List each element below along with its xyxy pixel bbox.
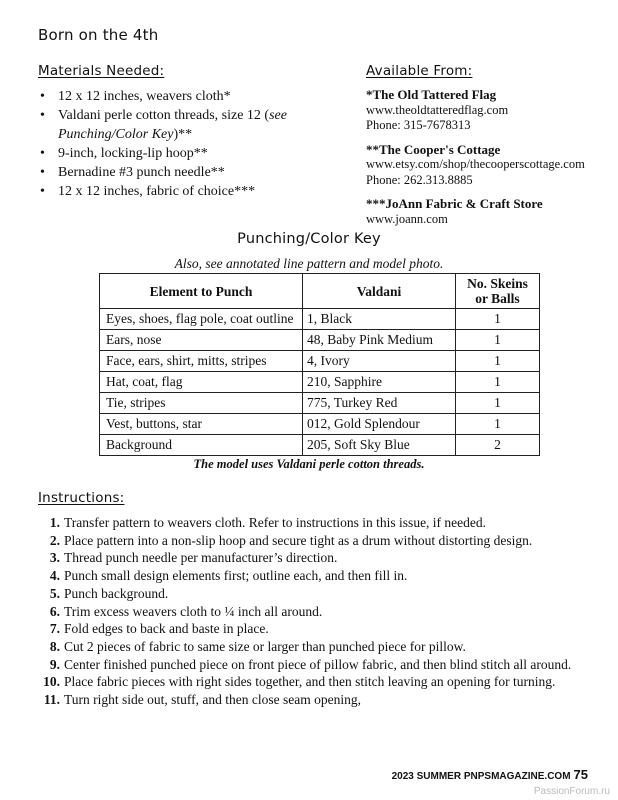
column-header-skeins: No. Skeins or Balls — [456, 274, 540, 309]
list-item — [38, 514, 598, 532]
column-header-valdani: Valdani — [303, 274, 456, 309]
cell-skeins: 2 — [456, 435, 540, 456]
cell-element: Face, ears, shirt, mitts, stripes — [100, 351, 303, 372]
color-key-title: Punching/Color Key — [237, 231, 381, 247]
list-item — [38, 532, 598, 550]
list-item — [38, 673, 598, 691]
instructions-section — [38, 490, 598, 709]
step-number: 9. — [49, 656, 60, 672]
list-item: • 12 x 12 inches, weavers cloth* — [38, 87, 358, 106]
source-name: *The Old Tattered Flag — [366, 87, 497, 102]
source-detail: www.etsy.com/shop/thecooperscottage.com — [366, 157, 585, 171]
list-item: • 12 x 12 inches, fabric of choice*** — [38, 182, 358, 201]
table-row — [100, 435, 540, 456]
step-number: 10. — [43, 674, 60, 690]
item-text-end: )** — [173, 127, 193, 142]
cell-valdani: 205, Soft Sky Blue — [303, 435, 456, 456]
list-item — [38, 656, 598, 674]
table-row — [100, 393, 540, 414]
step-number: 8. — [49, 638, 60, 654]
step-number: 5. — [49, 585, 60, 601]
cell-valdani: 775, Turkey Red — [303, 393, 456, 414]
table-row — [100, 372, 540, 393]
table-footnote: The model uses Valdani perle cotton threads. — [193, 457, 425, 471]
cell-valdani: 210, Sapphire — [303, 372, 456, 393]
cell-skeins: 1 — [456, 414, 540, 435]
step-text: Place pattern into a non-slip hoop and secure tight as a drum without distorting design. — [64, 532, 533, 548]
source-detail: www.joann.com — [366, 211, 448, 226]
footer-text: 2023 SUMMER PNPSMAGAZINE.COM — [391, 771, 571, 782]
step-number: 1. — [49, 515, 60, 530]
instruction-steps — [38, 514, 598, 709]
source-detail: www.theoldtatteredflag.com — [366, 102, 509, 117]
step-number: 11. — [43, 692, 60, 708]
step-text: Trim excess weavers cloth to ¼ inch all around. — [64, 603, 323, 619]
step-number: 2. — [49, 532, 60, 548]
cell-valdani: 1, Black — [303, 309, 456, 330]
cell-element: Hat, coat, flag — [100, 372, 303, 393]
list-item — [38, 691, 598, 709]
step-number: 4. — [49, 568, 60, 584]
source-entry — [366, 87, 606, 134]
step-number: 3. — [49, 550, 60, 566]
cell-skeins: 1 — [456, 372, 540, 393]
table-body — [100, 309, 540, 456]
step-text: Turn right side out, stuff, and then close seam opening, — [64, 692, 361, 708]
watermark: PassionForum.ru — [533, 786, 610, 797]
source-list — [366, 87, 606, 227]
list-item: • 9-inch, locking-lip hoop** — [38, 144, 358, 163]
step-text: Place fabric pieces with right sides together, and then stitch leaving an opening for turning. — [64, 674, 556, 690]
page-title: Born on the 4th — [38, 26, 159, 44]
list-item — [38, 638, 598, 656]
table-header-row — [100, 274, 540, 309]
available-from-heading: Available From: — [366, 63, 473, 79]
step-text: Center finished punched piece on front piece of pillow fabric, and then blind stitch all around. — [64, 656, 572, 672]
cell-skeins: 1 — [456, 393, 540, 414]
color-key-table — [99, 273, 540, 456]
item-text: Valdani perle cotton threads, size 12 ( — [58, 108, 270, 123]
column-header-element: Element to Punch — [100, 274, 303, 309]
list-item — [38, 567, 598, 585]
materials-list — [38, 87, 358, 201]
cell-element: Vest, buttons, star — [100, 414, 303, 435]
materials-heading: Materials Needed: — [38, 63, 165, 79]
source-entry — [366, 196, 606, 227]
source-name: ***JoAnn Fabric & Craft Store — [366, 196, 543, 211]
source-detail: Phone: 262.313.8885 — [366, 172, 473, 187]
available-from-section — [366, 63, 606, 235]
list-item — [38, 603, 598, 621]
cell-skeins: 1 — [456, 309, 540, 330]
cell-element: Tie, stripes — [100, 393, 303, 414]
cell-valdani: 4, Ivory — [303, 351, 456, 372]
step-number: 6. — [49, 603, 60, 619]
step-text: Punch small design elements first; outline each, and then fill in. — [64, 568, 408, 584]
list-item — [38, 106, 358, 144]
step-text: Punch background. — [64, 585, 169, 601]
cell-valdani: 48, Baby Pink Medium — [303, 330, 456, 351]
list-item — [38, 585, 598, 603]
step-text: Transfer pattern to weavers cloth. Refer to instructions in this issue, if needed. — [64, 515, 487, 530]
item-emphasis: see Punching/Color Key — [58, 108, 287, 142]
cell-valdani: 012, Gold Splendour — [303, 414, 456, 435]
step-text: Fold edges to back and baste in place. — [64, 621, 269, 637]
source-detail: Phone: 315-7678313 — [366, 118, 471, 132]
instructions-heading: Instructions: — [38, 490, 125, 506]
materials-section — [38, 63, 358, 201]
cell-element: Background — [100, 435, 303, 456]
page-number: 75 — [573, 767, 588, 782]
table-row — [100, 351, 540, 372]
list-item: • Bernadine #3 punch needle** — [38, 163, 358, 182]
cell-skeins: 1 — [456, 351, 540, 372]
step-number: 7. — [49, 621, 60, 637]
cell-element: Eyes, shoes, flag pole, coat outline — [100, 309, 303, 330]
step-text: Cut 2 pieces of fabric to same size or larger than punched piece for pillow. — [64, 638, 466, 654]
table-row — [100, 414, 540, 435]
step-text: Thread punch needle per manufacturer’s direction. — [64, 550, 338, 566]
list-item — [38, 549, 598, 567]
source-entry — [366, 142, 606, 189]
cell-element: Ears, nose — [100, 330, 303, 351]
table-row — [100, 330, 540, 351]
source-name: **The Cooper's Cottage — [366, 141, 501, 157]
cell-skeins: 1 — [456, 330, 540, 351]
list-item — [38, 620, 598, 638]
page-footer — [392, 767, 588, 782]
color-key-note: Also, see annotated line pattern and model photo. — [174, 256, 444, 271]
table-row — [100, 309, 540, 330]
